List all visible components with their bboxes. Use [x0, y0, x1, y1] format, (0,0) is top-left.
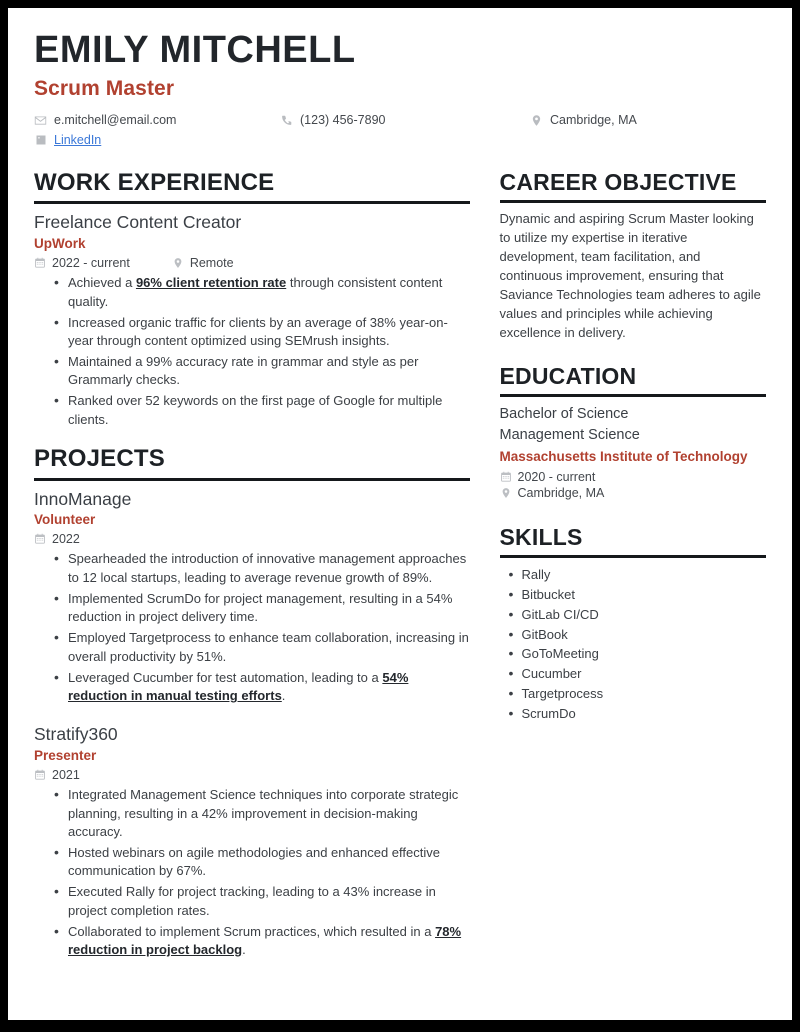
project-dates-text: 2022 [52, 532, 80, 547]
map-pin-icon [530, 114, 543, 127]
section-divider [34, 201, 470, 204]
bullet-item: • Employed Targetprocess to enhance team collaboration, increasing in overall productivity by 51%. [68, 629, 470, 666]
project-name: InnoManage [34, 488, 132, 509]
project-entry [34, 488, 470, 706]
experience-company: UpWork [34, 236, 86, 252]
right-column [492, 169, 766, 727]
contact-email-text: e.mitchell@email.com [54, 113, 177, 128]
resume-header [34, 30, 766, 147]
skill-item: • Cucumber [522, 664, 766, 684]
linkedin-link[interactable]: LinkedIn [54, 133, 102, 148]
project-entry [34, 723, 470, 959]
section-title-work-experience: WORK EXPERIENCE [34, 169, 275, 197]
education-field: Management Science [499, 427, 640, 444]
contact-email[interactable] [34, 113, 280, 127]
calendar-icon [34, 769, 46, 782]
bullet-highlight: 54% reduction in manual testing efforts [68, 669, 409, 703]
bullet-item: • Hosted webinars on agile methodologies and enhanced effective communication by 67%. [68, 844, 470, 881]
project-role: Volunteer [34, 512, 96, 528]
experience-entry [34, 211, 470, 429]
project-dates [34, 768, 80, 782]
section-title-projects: PROJECTS [34, 445, 165, 473]
experience-dates [34, 256, 130, 270]
linkedin-icon [34, 134, 47, 147]
project-dates [34, 532, 80, 546]
education-location [500, 486, 766, 500]
career-objective-text: Dynamic and aspiring Scrum Master looking to utilize my expertise in iterative development, team facilitation, and continuous improvement, ensuring that Saviance Technologies team adheres to agile values and principles while achieving excellence in delivery. [499, 211, 761, 340]
section-divider [500, 555, 766, 558]
section-projects [34, 445, 470, 960]
skill-item: • GitBook [522, 625, 766, 645]
experience-bullets [34, 274, 470, 429]
skill-item: • Rally [522, 565, 766, 585]
experience-location-text: Remote [189, 256, 234, 271]
bullet-item: • Ranked over 52 keywords on the first page of Google for multiple clients. [68, 392, 470, 429]
skill-item: • GoToMeeting [522, 644, 766, 664]
bullet-item: • Integrated Management Science techniques into corporate strategic planning, resulting in a 42% improvement in decision-making accuracy. [68, 786, 470, 841]
section-title-career-objective: CAREER OBJECTIVE [499, 169, 737, 196]
skill-item: • Bitbucket [522, 585, 766, 605]
bullet-item: • Maintained a 99% accuracy rate in grammar and style as per Grammarly checks. [68, 353, 470, 390]
experience-location [172, 256, 234, 270]
project-role: Presenter [34, 748, 97, 764]
education-dates [500, 470, 766, 484]
page-title: EMILY MITCHELL [34, 29, 356, 71]
bullet-item: • Spearheaded the introduction of innovative management approaches to 12 local startups, leading to average revenue growth of 89%. [68, 550, 470, 587]
skill-item: • GitLab CI/CD [522, 605, 766, 625]
section-title-skills: SKILLS [499, 524, 583, 551]
section-divider [34, 478, 470, 481]
contact-location [530, 113, 766, 127]
contact-row-secondary [34, 133, 766, 147]
project-meta [34, 768, 470, 782]
skill-item: • ScrumDo [522, 704, 766, 724]
envelope-icon [34, 114, 47, 127]
skill-item: • Targetprocess [522, 684, 766, 704]
bullet-item: • Executed Rally for project tracking, leading to a 43% increase in project completion rates. [68, 883, 470, 920]
education-meta [500, 470, 766, 500]
map-pin-icon [500, 487, 512, 500]
bullet-item: • Increased organic traffic for clients by an average of 38% year-on-year through content optimized using SEMrush insights. [68, 314, 470, 351]
bullet-highlight: 96% client retention rate [135, 275, 287, 291]
contact-phone-text: (123) 456-7890 [300, 113, 386, 128]
project-dates-text: 2021 [52, 768, 80, 783]
map-pin-icon [172, 257, 184, 270]
section-divider [500, 394, 766, 397]
bullet-item: • Collaborated to implement Scrum practices, which resulted in a 78% reduction in project backlog. [68, 923, 470, 960]
bullet-item: • Implemented ScrumDo for project management, resulting in a 54% reduction in project delivery time. [68, 590, 470, 627]
contact-phone[interactable] [280, 113, 530, 127]
experience-meta [34, 256, 470, 270]
experience-dates-text: 2022 - current [52, 256, 130, 271]
bullet-highlight: 78% reduction in project backlog [68, 923, 462, 958]
bullet-item: • Leveraged Cucumber for test automation, leading to a 54% reduction in manual testing efforts. [68, 669, 470, 706]
education-dates-text: 2020 - current [517, 470, 596, 485]
bullet-item: • Achieved a 96% client retention rate through consistent content quality. [68, 274, 470, 311]
education-school: Massachusetts Institute of Technology [499, 449, 748, 465]
section-career-objective [500, 169, 766, 343]
calendar-icon [34, 257, 46, 270]
education-location-text: Cambridge, MA [517, 486, 605, 501]
section-divider [500, 200, 766, 203]
section-skills [500, 524, 766, 723]
header-job-title: Scrum Master [34, 77, 175, 101]
contact-location-text: Cambridge, MA [550, 113, 637, 128]
project-meta [34, 532, 470, 546]
section-work-experience [34, 169, 470, 429]
skills-list [500, 565, 766, 723]
project-bullets [34, 550, 470, 705]
contact-row-primary [34, 113, 766, 127]
experience-role: Freelance Content Creator [34, 212, 242, 233]
calendar-icon [500, 471, 512, 484]
project-bullets [34, 786, 470, 960]
resume-page [8, 8, 792, 1020]
left-column [34, 169, 492, 964]
contact-linkedin[interactable] [34, 133, 280, 147]
education-degree: Bachelor of Science [499, 406, 629, 423]
section-title-education: EDUCATION [499, 362, 637, 389]
phone-icon [280, 114, 293, 127]
section-education [500, 363, 766, 500]
project-name: Stratify360 [34, 724, 118, 745]
calendar-icon [34, 533, 46, 546]
